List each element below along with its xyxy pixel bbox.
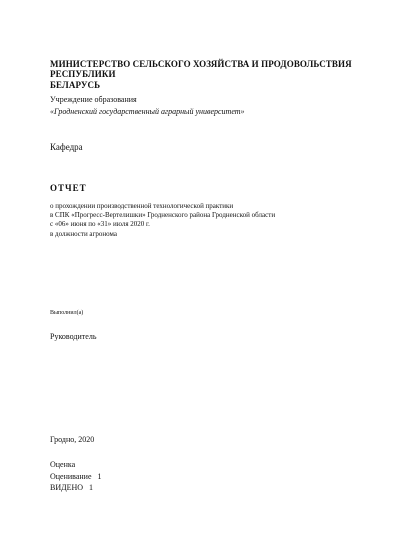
performer-label: Выполнил(а) xyxy=(50,310,84,316)
report-description xyxy=(50,202,386,239)
grades-title: Оценка xyxy=(50,460,76,469)
report-desc-line-1: о прохождении производственной технологической практики xyxy=(50,202,234,210)
report-desc-line-4: в должности агронома xyxy=(50,229,118,238)
ministry-heading xyxy=(50,60,386,91)
ministry-line-1: МИНИСТЕРСТВО СЕЛЬСКОГО ХОЗЯЙСТВА И ПРОДОВОЛЬСТВИЯ РЕСПУБЛИКИ xyxy=(50,59,352,79)
ministry-line-2: БЕЛАРУСЬ xyxy=(50,79,101,90)
report-title: ОТЧЕТ xyxy=(50,183,87,193)
department-label: Кафедра xyxy=(50,142,83,152)
report-desc-line-2: в СПК «Прогресс-Вертелишки» Гродненского района Гродненской области xyxy=(50,211,276,220)
grade-row xyxy=(50,482,386,494)
grade-row-label: Оценивание xyxy=(50,471,92,481)
grade-row-label: ВИДЕНО xyxy=(50,483,84,493)
grades-block xyxy=(50,459,386,494)
grade-row-mark: 1 xyxy=(89,483,94,493)
institution-label: Учреждение образования xyxy=(50,95,137,104)
grade-row-mark: 1 xyxy=(97,471,102,481)
grade-row xyxy=(50,471,386,483)
institution-block xyxy=(50,96,386,117)
report-desc-line-3: с «06» июня по «31» июля 2020 г. xyxy=(50,220,150,229)
city-year: Гродно, 2020 xyxy=(50,435,95,444)
supervisor-label: Руководитель xyxy=(50,332,97,341)
institution-name: «Гродненский государственный аграрный университет» xyxy=(50,106,245,116)
